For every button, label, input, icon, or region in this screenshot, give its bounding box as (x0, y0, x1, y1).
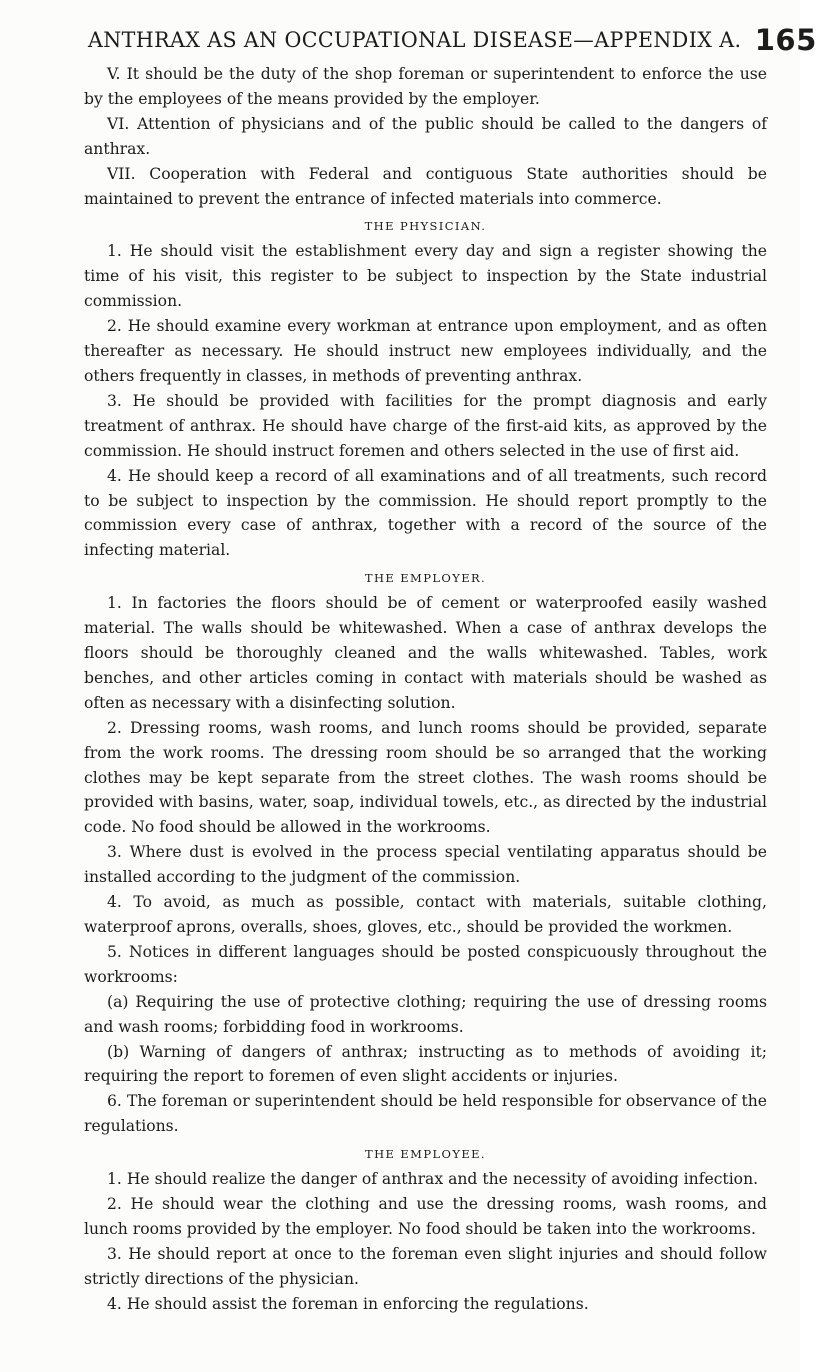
page-number: 165 (754, 23, 817, 57)
employer-item-4: 4. To avoid, as much as possible, contact with materials, suitable clothing, waterproof aprons, overalls, shoes, gloves, etc., should be provided the workmen. (84, 893, 767, 936)
employee-item-4: 4. He should assist the foreman in enforcing the regulations. (107, 1294, 589, 1313)
employee-item-3: 3. He should report at once to the foreman even slight injuries and should follow strictly directions of the physician. (84, 1244, 767, 1288)
section-heading-physician: THE PHYSICIAN. (364, 219, 487, 234)
employer-item-5a: (a) Requiring the use of protective clothing; requiring the use of dressing rooms and wash rooms; forbidding food in workrooms. (84, 992, 767, 1036)
physician-item-3: 3. He should be provided with facilities for the prompt diagnosis and early treatment of anthrax. He should have charge of the first-aid kits, as approved by the commission. He should instruct foremen and others selected in the use of first aid. (84, 391, 767, 460)
employee-item-2: 2. He should wear the clothing and use the dressing rooms, wash rooms, and lunch rooms provided by the employer. No food should be taken into the workrooms. (84, 1195, 767, 1238)
intro-item-vii: VII. Cooperation with Federal and contiguous State authorities should be maintained to prevent the entrance of infected materials into commerce. (84, 164, 767, 208)
running-title: ANTHRAX AS AN OCCUPATIONAL DISEASE—APPENDIX A. (88, 28, 742, 52)
employer-item-2: 2. Dressing rooms, wash rooms, and lunch rooms should be provided, separate from the work rooms. The dressing room should be so arranged that the working clothes may be kept separate from the street clothes. The wash rooms should be provided with basins, water, soap, individual towels, etc., as directed by the industrial code. No food should be allowed in the workrooms. (84, 718, 767, 837)
employer-item-5: 5. Notices in different languages should be posted conspicuously throughout the workrooms: (84, 942, 767, 986)
physician-item-1: 1. He should visit the establishment every day and sign a register showing the time of his visit, this register to be subject to inspection by the State industrial commission. (84, 242, 767, 311)
section-heading-employer: THE EMPLOYER. (364, 571, 487, 586)
employer-item-1: 1. In factories the floors should be of cement or waterproofed easily washed material. The walls should be whitewashed. When a case of anthrax develops the floors should be thoroughly cleaned and the walls whitewashed. Tables, work benches, and other articles coming in contact with materials should be washed as often as necessary with a disinfecting solution. (84, 594, 767, 712)
employee-item-1: 1. He should realize the danger of anthrax and the necessity of avoiding infection. (107, 1170, 759, 1189)
intro-item-vi: VI. Attention of physicians and of the public should be called to the dangers of anthrax. (84, 114, 767, 158)
physician-item-4: 4. He should keep a record of all examinations and of all treatments, such record to be subject to inspection by the commission. He should report promptly to the commission every case of anthrax, together with a record of the source of the infecting material. (84, 466, 767, 560)
running-head (88, 20, 817, 60)
physician-item-2: 2. He should examine every workman at entrance upon employment, and as often thereafter as necessary. He should instruct new employees individually, and the others frequently in classes, in methods of preventing anthrax. (84, 317, 767, 385)
employer-item-6: 6. The foreman or superintendent should be held responsible for observance of the regulations. (84, 1092, 767, 1136)
intro-item-v: V. It should be the duty of the shop foreman or superintendent to enforce the use by the employees of the means provided by the employer. (84, 65, 767, 108)
page-body (84, 62, 767, 1317)
section-heading-employee: THE EMPLOYEE. (365, 1147, 486, 1162)
employer-item-5b: (b) Warning of dangers of anthrax; instructing as to methods of avoiding it; requiring the report to foremen of even slight accidents or injuries. (84, 1042, 767, 1086)
employer-item-3: 3. Where dust is evolved in the process special ventilating apparatus should be installed according to the judgment of the commission. (84, 843, 767, 887)
